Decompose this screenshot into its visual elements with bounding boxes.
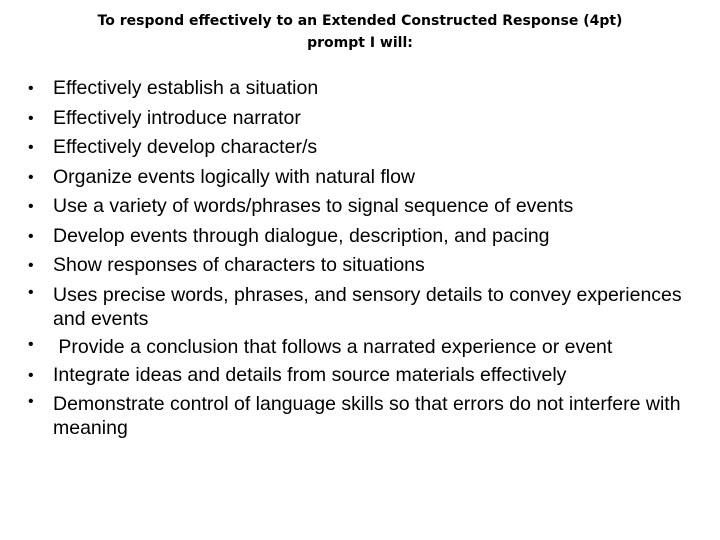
list-item-text: Integrate ideas and details from source materials effectively xyxy=(53,363,567,386)
bullet-icon: • xyxy=(28,257,34,274)
list-item-text: Uses precise words, phrases, and sensory details to convey experiences and events xyxy=(53,283,682,330)
bullet-icon: • xyxy=(28,366,34,384)
list-item-text: Effectively develop character/s xyxy=(53,136,318,158)
bullet-icon: • xyxy=(28,227,34,245)
list-item xyxy=(28,251,698,281)
list-item xyxy=(28,222,698,252)
list-item-text: Develop events through dialogue, description, and pacing xyxy=(53,224,550,247)
list-item-text: Organize events logically with natural flow xyxy=(53,165,416,188)
criteria-list xyxy=(28,74,698,442)
title-line-1: To respond effectively to an Extended Constructed Response (4pt) xyxy=(97,13,623,29)
bullet-icon: • xyxy=(28,80,34,97)
list-item xyxy=(28,281,698,333)
list-item xyxy=(28,390,698,442)
list-item xyxy=(28,163,698,193)
list-item xyxy=(28,133,698,163)
bullet-icon: • xyxy=(28,283,34,301)
list-item-text: Use a variety of words/phrases to signal sequence of events xyxy=(53,195,574,217)
list-item xyxy=(28,104,698,134)
list-item xyxy=(28,361,698,391)
bullet-icon: • xyxy=(28,139,34,156)
list-item-text: Demonstrate control of language skills so that errors do not interfere with meaning xyxy=(53,393,681,439)
slide-title xyxy=(40,10,680,54)
list-item-text: Show responses of characters to situations xyxy=(53,254,425,276)
title-line-2: prompt I will: xyxy=(307,35,413,51)
bullet-icon: • xyxy=(28,198,34,215)
bullet-icon: • xyxy=(28,109,34,127)
list-item xyxy=(28,333,698,361)
list-item xyxy=(28,192,698,222)
list-item-text: Effectively introduce narrator xyxy=(53,106,301,129)
list-item-text: Provide a conclusion that follows a narrated experience or event xyxy=(53,335,613,358)
bullet-icon: • xyxy=(28,393,34,410)
bullet-icon: • xyxy=(28,168,34,186)
list-item-text: Effectively establish a situation xyxy=(53,77,319,99)
bullet-icon: • xyxy=(28,335,34,353)
list-item xyxy=(28,74,698,104)
